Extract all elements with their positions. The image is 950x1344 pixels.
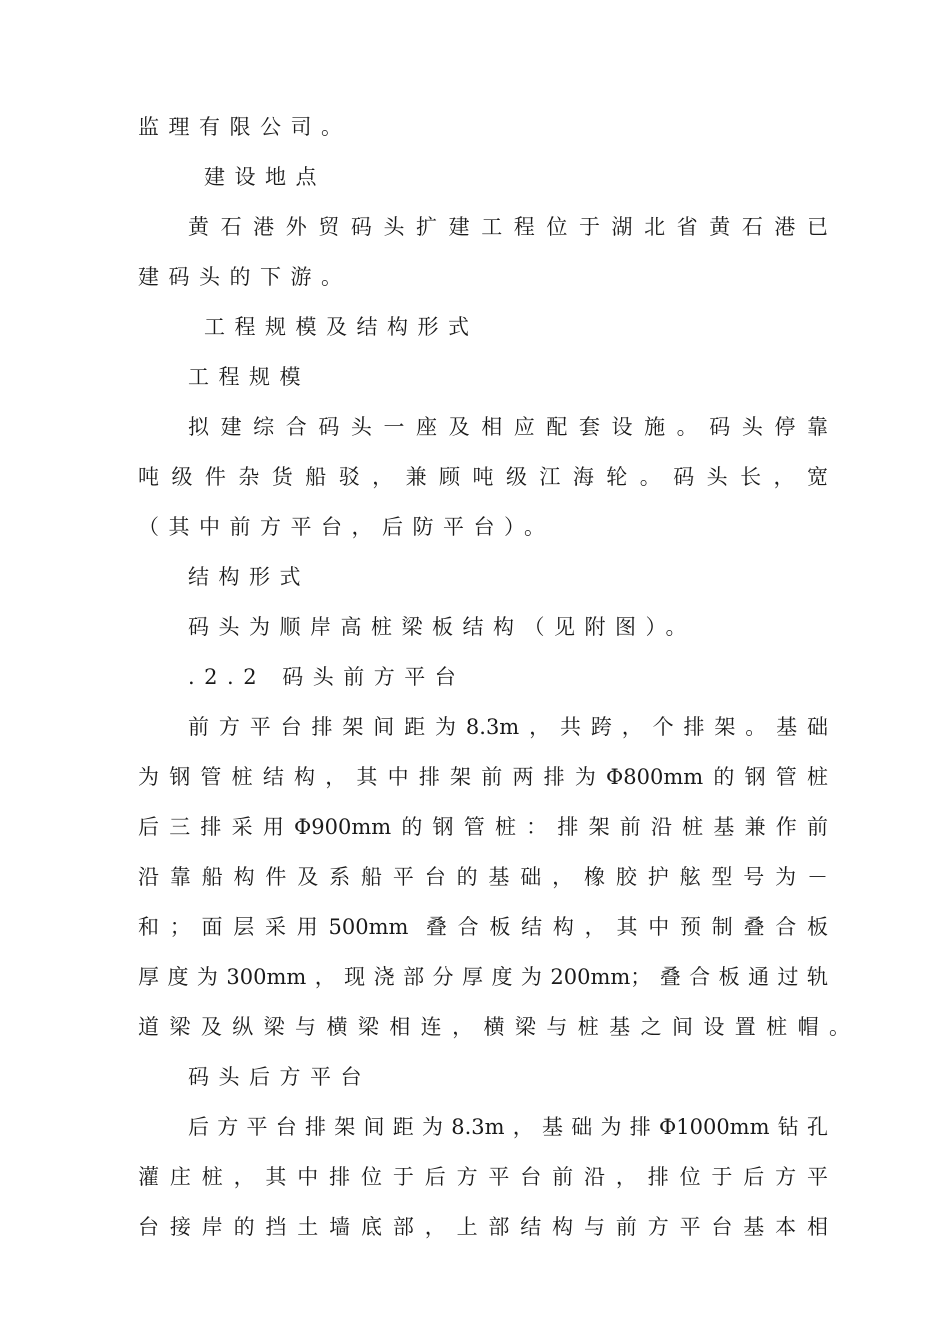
text-line-4: 建码头的下游。: [138, 265, 352, 289]
heading-site: 建设地点: [204, 165, 326, 189]
heading-rear-platform: 码头后方平台: [188, 1065, 371, 1089]
heading-structure: 结构形式: [188, 565, 310, 589]
heading-front-platform: .2.2 码头前方平台: [188, 665, 466, 689]
text-line-9: （其中前方平台，后防平台）。: [138, 515, 555, 539]
heading-scale-structure: 工程规模及结构形式: [204, 315, 479, 339]
text-line-1: 监理有限公司。: [138, 115, 352, 139]
text-line-8: 吨级件杂货船驳，兼顾吨级江海轮。码头长，宽: [138, 465, 828, 489]
heading-scale: 工程规模: [188, 365, 310, 389]
text-line-14: 为钢管桩结构，其中排架前两排为Φ800mm的钢管桩: [138, 765, 828, 789]
text-line-19: 道梁及纵梁与横梁相连，横梁与桩基之间设置桩帽。: [138, 1015, 850, 1039]
text-line-11: 码头为顺岸高桩梁板结构（见附图）。: [188, 615, 696, 639]
text-line-3: 黄石港外贸码头扩建工程位于湖北省黄石港已: [188, 215, 828, 239]
text-line-17: 和；面层采用500mm 叠合板结构，其中预制叠合板: [138, 915, 828, 939]
text-line-16: 沿靠船构件及系船平台的基础，橡胶护舷型号为－: [138, 865, 828, 889]
text-line-21: 后方平台排架间距为8.3m，基础为排Φ1000mm钻孔: [188, 1115, 828, 1139]
text-line-23: 台接岸的挡土墙底部，上部结构与前方平台基本相: [138, 1215, 828, 1239]
text-line-7: 拟建综合码头一座及相应配套设施。码头停靠: [188, 415, 828, 439]
text-line-15: 后三排采用Φ900mm的钢管桩：排架前沿桩基兼作前: [138, 815, 828, 839]
text-line-13: 前方平台排架间距为8.3m，共跨，个排架。基础: [188, 715, 828, 739]
text-line-18: 厚度为300mm，现浇部分厚度为200mm；叠合板通过轨: [138, 965, 828, 989]
text-line-22: 灌庄桩，其中排位于后方平台前沿，排位于后方平: [138, 1165, 828, 1189]
